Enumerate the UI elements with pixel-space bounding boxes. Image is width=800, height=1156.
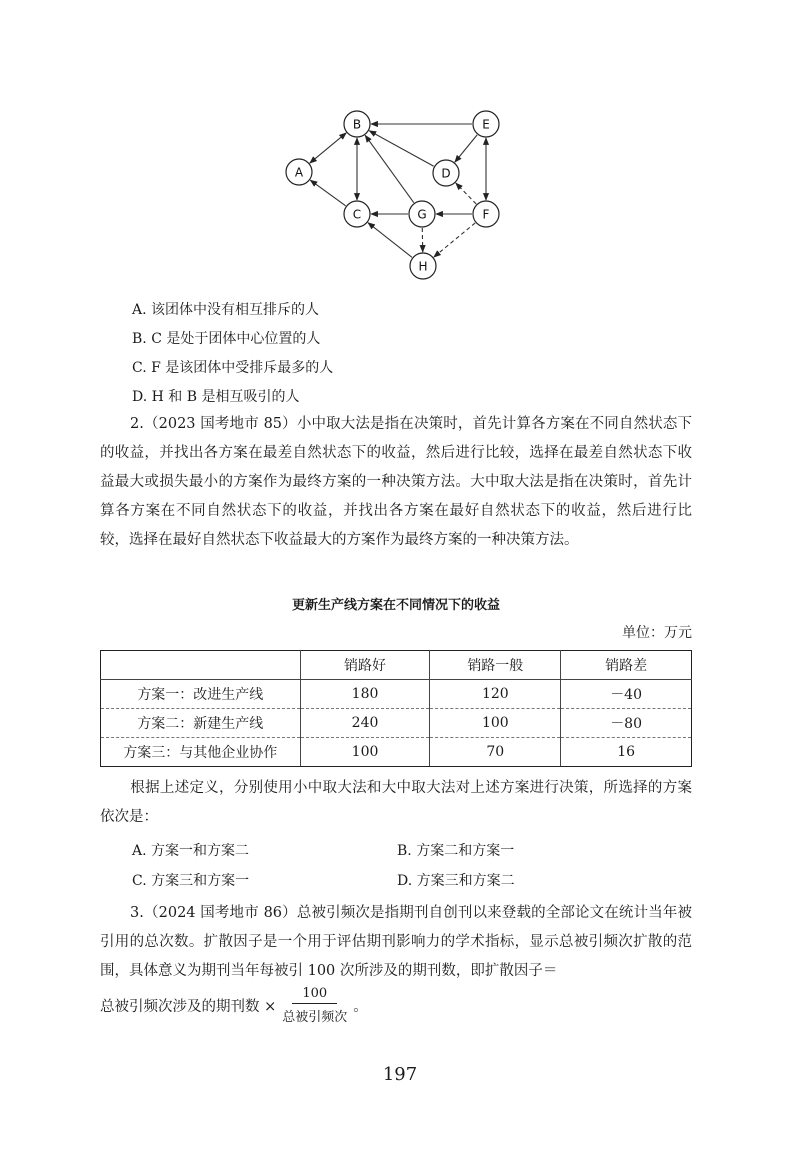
node-label: A xyxy=(294,165,304,180)
node-label: H xyxy=(418,259,428,274)
table-cell: 16 xyxy=(561,738,692,767)
q2-question xyxy=(100,774,692,832)
q1-option-c[interactable]: C. F 是该团体中受排斥最多的人 xyxy=(132,360,334,376)
table-row xyxy=(101,680,692,709)
edge-d-b xyxy=(369,131,433,166)
fraction-numerator: 100 xyxy=(292,986,337,1004)
table-unit: 单位：万元 xyxy=(622,625,692,641)
header-cell xyxy=(101,651,301,680)
node-b xyxy=(344,111,370,137)
q2-option-d[interactable]: D. 方案三和方案二 xyxy=(397,873,515,889)
q2-text: 2.（2023 国考地市 85）小中取大法是指在决策时，首先计算各方案在不同自然状态下的收益，并找出各方案在最差自然状态下的收益，然后进行比较，选择在最差自然状态下收益最大或损失最小的方案作为最终方案的一种决策方法。大中取大法是指在决策时，首先计算各方案在不同自然状态下的收益，并找出各方案在最好自然状态下的收益，然后进行比较，选择在最好自然状态下收益最大的方案作为最终方案的一种决策方法。 xyxy=(100,416,692,548)
q2-options-row-1 xyxy=(132,840,662,860)
table-cell: －80 xyxy=(561,709,692,738)
table-cell: 100 xyxy=(430,709,561,738)
table-cell: －40 xyxy=(561,680,692,709)
table-cell: 180 xyxy=(300,680,430,709)
formula-fraction xyxy=(282,986,347,1025)
table-cell: 120 xyxy=(430,680,561,709)
header-cell: 销路好 xyxy=(300,651,430,680)
node-d xyxy=(433,160,459,186)
table-header-row xyxy=(101,651,692,680)
q3-text: 3.（2024 国考地市 86）总被引频次是指期刊自创刊以来登载的全部论文在统计当年被引用的总次数。扩散因子是一个用于评估期刊影响力的学术指标，显示总被引频次扩散的范围，具体意义为期刊当年每被引 100 次所涉及的期刊数，即扩散因子＝ xyxy=(100,905,692,979)
row-label: 方案二：新建生产线 xyxy=(101,709,301,738)
diffusion-formula xyxy=(100,986,368,1025)
table-cell: 70 xyxy=(430,738,561,767)
edge-a-b xyxy=(310,133,346,163)
formula-end: 。 xyxy=(353,999,368,1015)
q2-option-c[interactable]: C. 方案三和方案一 xyxy=(132,873,250,889)
edge-g-b xyxy=(365,135,414,202)
q2-options-row-2 xyxy=(132,870,662,890)
page-number: 197 xyxy=(382,1064,418,1085)
row-label: 方案一：改进生产线 xyxy=(101,680,301,709)
sociogram-diagram xyxy=(270,100,520,290)
edge-e-d xyxy=(455,135,477,162)
q2-option-b[interactable]: B. 方案二和方案一 xyxy=(397,843,515,859)
q2-question-text: 根据上述定义，分别使用小中取大法和大中取大法对上述方案进行决策，所选择的方案依次是： xyxy=(100,780,692,825)
q2-stem xyxy=(100,410,692,555)
node-label: E xyxy=(482,117,490,132)
table-title: 更新生产线方案在不同情况下的收益 xyxy=(291,598,500,613)
node-label: G xyxy=(417,207,427,222)
q1-option-d[interactable]: D. H 和 B 是相互吸引的人 xyxy=(132,389,300,405)
node-g xyxy=(409,201,435,227)
formula-left: 总被引频次涉及的期刊数 × xyxy=(100,999,277,1015)
table-cell: 100 xyxy=(300,738,430,767)
node-e xyxy=(473,111,499,137)
q2-option-a[interactable]: A. 方案一和方案二 xyxy=(132,843,250,859)
edge-f-d xyxy=(456,183,476,204)
edge-c-a xyxy=(310,180,345,206)
node-c xyxy=(344,201,370,227)
node-label: D xyxy=(441,166,451,181)
payoff-table xyxy=(100,650,692,767)
fraction-denominator: 总被引频次 xyxy=(282,1010,348,1025)
table-cell: 240 xyxy=(300,709,430,738)
node-label: F xyxy=(482,207,490,222)
node-a xyxy=(286,159,312,185)
node-h xyxy=(410,253,436,279)
q1-option-b[interactable]: B. C 是处于团体中心位置的人 xyxy=(132,331,321,347)
table-row xyxy=(101,738,692,767)
q1-option-a[interactable]: A. 该团体中没有相互排斥的人 xyxy=(132,302,320,318)
header-cell: 销路一般 xyxy=(430,651,561,680)
node-f xyxy=(473,201,499,227)
header-cell: 销路差 xyxy=(561,651,692,680)
edge-f-h xyxy=(434,223,475,257)
q1-options xyxy=(132,296,333,412)
row-label: 方案三：与其他企业协作 xyxy=(101,738,301,767)
table-row xyxy=(101,709,692,738)
q3-stem xyxy=(100,899,692,986)
node-label: C xyxy=(352,207,362,222)
edge-h-c xyxy=(368,223,412,258)
node-label: B xyxy=(352,117,362,132)
